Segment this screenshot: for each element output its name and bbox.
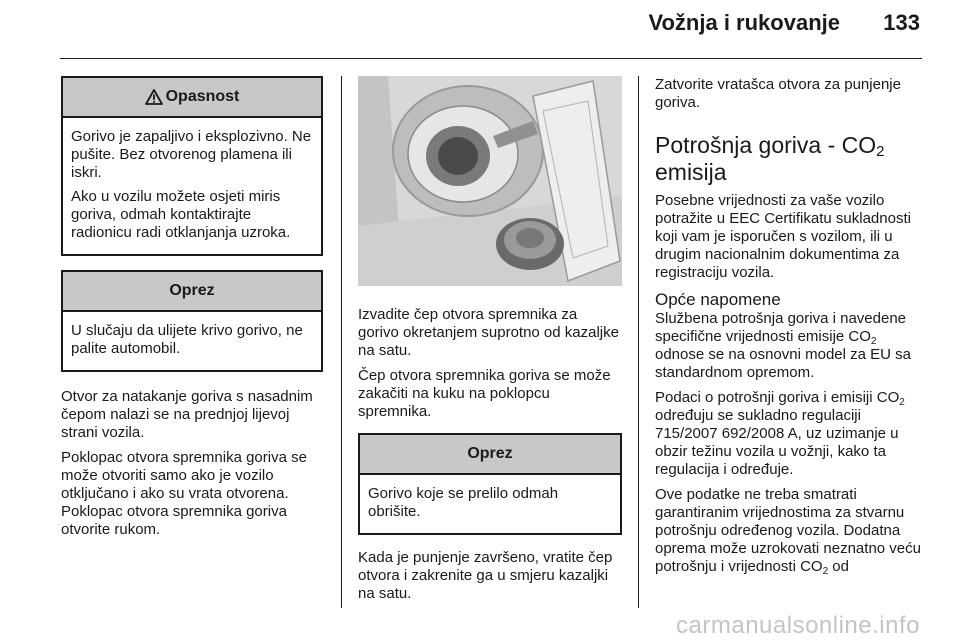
body-paragraph: Kada je punjenje završeno, vratite čep otvora i zakrenite ga u smjeru kazaljki na satu. — [358, 549, 613, 602]
danger-box — [61, 76, 323, 256]
watermark: carmanualsonline.info — [676, 612, 920, 639]
caution-text: Gorivo koje se prelilo odmah obrišite. — [368, 485, 559, 520]
body-paragraph — [655, 310, 923, 382]
text-run: odnose se na osnovni model za EU sa standardnom opremom. — [655, 346, 911, 381]
danger-box-header — [63, 78, 321, 118]
text-run: Ove podatke ne treba smatrati garantiranim vrijednostima za stvarnu potrošnju određenog vozila. Dodatna oprema može uzrokovati neznatno veću potrošnju i vrijednosti CO — [655, 486, 921, 575]
column-divider — [341, 76, 342, 608]
danger-box-body — [63, 118, 321, 254]
subscript: 2 — [870, 336, 877, 347]
section-heading — [655, 132, 923, 186]
caution-text: U slučaju da ulijete krivo gorivo, ne palite automobil. — [71, 322, 303, 357]
header-rule — [60, 58, 922, 59]
caution-box — [358, 433, 622, 535]
subscript: 2 — [876, 143, 885, 160]
warning-triangle-icon — [145, 89, 163, 105]
caution-box-title: Oprez — [169, 282, 215, 299]
subscript: 2 — [822, 566, 829, 577]
caution-box-title: Oprez — [467, 445, 513, 462]
body-paragraph — [655, 486, 923, 576]
column-middle — [358, 76, 622, 610]
column-right — [655, 76, 923, 583]
column-left — [61, 76, 323, 546]
body-paragraph: Otvor za natakanje goriva s nasadnim čepom nalazi se na prednjoj lijevoj strani vozila. — [61, 388, 313, 441]
danger-text: Gorivo je zapaljivo i eksplozivno. Ne pušite. Bez otvorenog plamena ili iskri. — [71, 128, 312, 181]
body-paragraph: Poklopac otvora spremnika goriva se može otvoriti samo ako je vozilo otključano i ako su vrata otvorena. Poklopac otvora spremnika goriva otvorite rukom. — [61, 449, 307, 538]
text-run: Podaci o potrošnji goriva i emisiji CO — [655, 389, 900, 406]
column-divider — [638, 76, 639, 608]
caution-box-header — [63, 272, 321, 312]
text-run: određuju se sukladno regulaciji 715/2007 692/2008 A, uz uzimanje u obzir težinu vozila u vožnji, kako ta regulacija i određuje. — [655, 407, 899, 478]
section-heading-text: emisija — [655, 159, 727, 185]
body-paragraph: Zatvorite vratašca otvora za punjenje goriva. — [655, 76, 901, 111]
danger-text: Ako u vozilu možete osjeti miris goriva, odmah kontaktirajte radionicu radi otklanjanja uzroka. — [71, 188, 291, 241]
caution-box — [61, 270, 323, 372]
subscript: 2 — [899, 397, 905, 408]
header-title: Vožnja i rukovanje — [648, 10, 840, 35]
section-heading-text: Potrošnja goriva - CO — [655, 132, 877, 158]
caution-box-body — [360, 475, 620, 533]
body-paragraph: Izvadite čep otvora spremnika za gorivo okretanjem suprotno od kazaljke na satu. — [358, 306, 619, 359]
page-number: 133 — [883, 10, 920, 35]
body-paragraph: Posebne vrijednosti za vaše vozilo potražite u EEC Certifikatu sukladnosti koji vam je isporučen s vozilom, ili u drugim nacionalnim dokumentima za registraciju vozila. — [655, 192, 911, 281]
body-paragraph: Čep otvora spremnika goriva se može zakačiti na kuku na poklopcu spremnika. — [358, 367, 611, 420]
caution-box-header — [360, 435, 620, 475]
caution-box-body — [63, 312, 321, 370]
text-run: od — [828, 558, 849, 575]
fuel-cap-photo — [358, 76, 622, 286]
danger-box-title: Opasnost — [165, 88, 240, 105]
subsection-heading: Opće napomene — [655, 290, 781, 309]
fuel-filler-illustration — [358, 76, 622, 286]
body-paragraph — [655, 389, 923, 479]
text-run: Službena potrošnja goriva i navedene specifične vrijednosti emisije CO — [655, 310, 907, 345]
